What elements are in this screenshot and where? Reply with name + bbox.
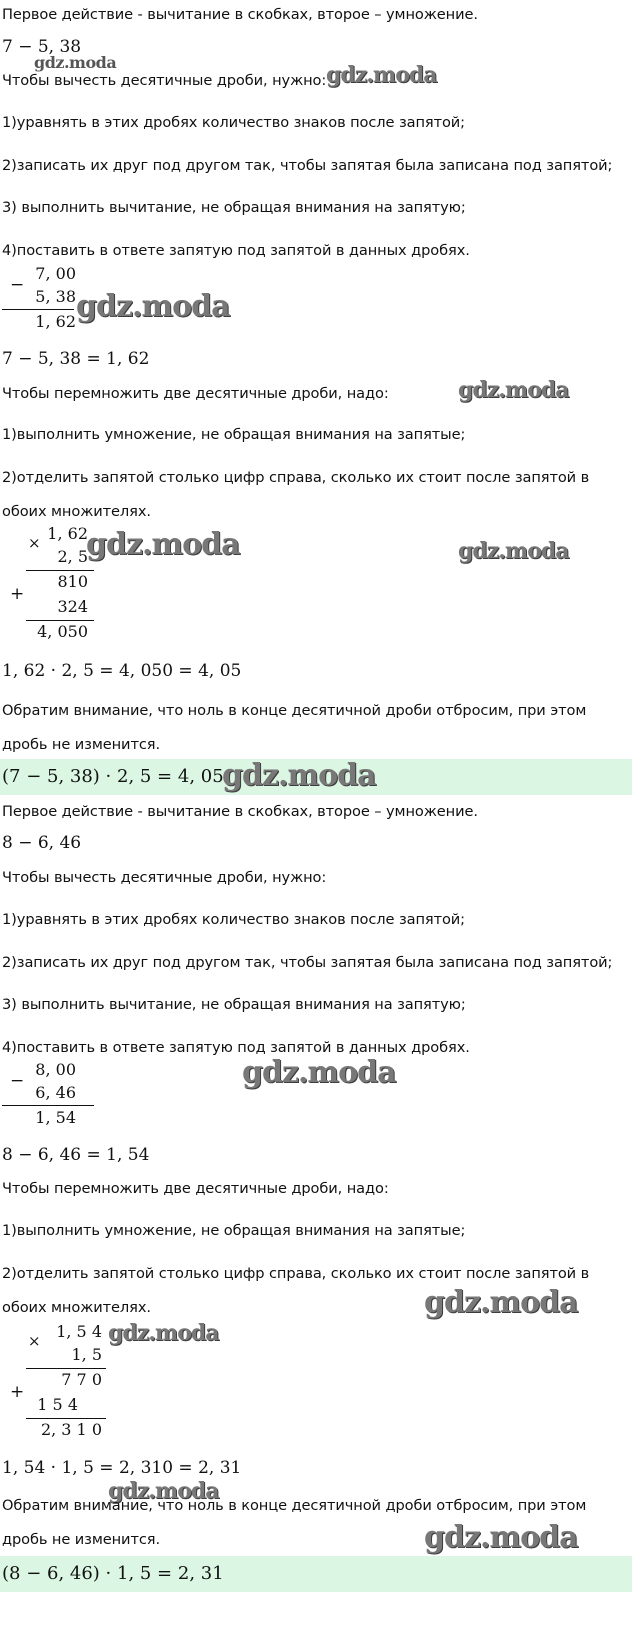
subtraction-result: 7 − 5, 38 = 1, 62 (2, 349, 150, 369)
partial-product-1: 810 (57, 572, 88, 591)
mul-rule-title: Чтобы перемножить две десятичные дроби, надо: (2, 385, 389, 402)
minus-sign: − (10, 275, 25, 295)
divider-line (26, 1368, 106, 1369)
mul-rule-1: 1)выполнить умножение, не обращая внимания на запятые; (2, 426, 466, 443)
divider-line (26, 570, 94, 571)
watermark: gdz.moda (76, 289, 230, 324)
watermark: gdz.moda (326, 62, 437, 88)
final-answer: (7 − 5, 38) · 2, 5 = 4, 05 (2, 766, 224, 787)
subtraction-result: 8 − 6, 46 = 1, 54 (2, 1145, 150, 1165)
subtraction-expression: 7 − 5, 38 (2, 37, 82, 57)
factor-2: 1, 5 (71, 1345, 102, 1364)
multiply-sign: × (28, 1332, 41, 1350)
watermark: gdz.moda (222, 758, 376, 793)
sub-rule-1: 1)уравнять в этих дробях количество знаков после запятой; (2, 911, 466, 928)
divider-line (2, 1105, 94, 1106)
note-line-2: дробь не изменится. (2, 1531, 160, 1548)
subtraction-expression: 8 − 6, 46 (2, 833, 82, 853)
product: 2, 3 1 0 (40, 1420, 102, 1439)
partial-product-2: 1 5 4 (37, 1395, 78, 1414)
difference: 1, 62 (35, 312, 76, 331)
partial-product-1: 7 7 0 (61, 1370, 102, 1389)
subtrahend: 5, 38 (35, 287, 76, 306)
column-subtraction (0, 1060, 100, 1130)
sub-rule-2: 2)записать их друг под другом так, чтобы запятая была записана под запятой; (2, 157, 613, 174)
factor-1: 1, 5 4 (56, 1322, 102, 1341)
difference: 1, 54 (35, 1108, 76, 1127)
mul-rule-2: 2)отделить запятой столько цифр справа, сколько их стоит после запятой в (2, 1265, 590, 1282)
subtrahend: 6, 46 (35, 1083, 76, 1102)
sub-rule-1: 1)уравнять в этих дробях количество знаков после запятой; (2, 114, 466, 131)
sub-rule-3: 3) выполнить вычитание, не обращая внимания на запятую; (2, 199, 466, 216)
column-multiplication (0, 1322, 110, 1442)
watermark: gdz.moda (424, 1520, 578, 1555)
factor-1: 1, 62 (47, 524, 88, 543)
note-line-1: Обратим внимание, что ноль в конце десятичной дроби отбросим, при этом (2, 1497, 587, 1514)
intro-text: Первое действие - вычитание в скобках, второе – умножение. (2, 803, 478, 820)
note-line-1: Обратим внимание, что ноль в конце десятичной дроби отбросим, при этом (2, 702, 587, 719)
watermark: gdz.moda (424, 1285, 578, 1320)
minus-sign: − (10, 1071, 25, 1091)
intro-text: Первое действие - вычитание в скобках, второе – умножение. (2, 6, 478, 23)
plus-sign: + (10, 584, 25, 604)
watermark: gdz.moda (34, 53, 117, 72)
divider-line (2, 309, 74, 310)
mul-rule-1: 1)выполнить умножение, не обращая внимания на запятые; (2, 1222, 466, 1239)
sub-rule-title: Чтобы вычесть десятичные дроби, нужно: (2, 72, 327, 89)
sub-rule-4: 4)поставить в ответе запятую под запятой в данных дробях. (2, 1039, 470, 1056)
sub-rule-3: 3) выполнить вычитание, не обращая внимания на запятую; (2, 996, 466, 1013)
sub-rule-2: 2)записать их друг под другом так, чтобы запятая была записана под запятой; (2, 954, 613, 971)
partial-product-2: 324 (57, 597, 88, 616)
final-answer: (8 − 6, 46) · 1, 5 = 2, 31 (2, 1563, 224, 1584)
divider-line (26, 620, 94, 621)
mul-rule-2: 2)отделить запятой столько цифр справа, сколько их стоит после запятой в (2, 469, 590, 486)
minuend: 8, 00 (35, 1060, 76, 1079)
minuend: 7, 00 (35, 264, 76, 283)
mul-rule-3: обоих множителях. (2, 503, 151, 520)
sub-rule-4: 4)поставить в ответе запятую под запятой в данных дробях. (2, 242, 470, 259)
multiplication-result: 1, 62 · 2, 5 = 4, 050 = 4, 05 (2, 661, 242, 681)
mul-rule-3: обоих множителях. (2, 1299, 151, 1316)
multiply-sign: × (28, 534, 41, 552)
note-line-2: дробь не изменится. (2, 736, 160, 753)
watermark: gdz.moda (242, 1055, 396, 1090)
watermark: gdz.moda (458, 538, 569, 564)
divider-line (26, 1418, 106, 1419)
multiplication-result: 1, 54 · 1, 5 = 2, 310 = 2, 31 (2, 1458, 242, 1478)
sub-rule-title: Чтобы вычесть десятичные дроби, нужно: (2, 869, 327, 886)
product: 4, 050 (37, 622, 88, 641)
plus-sign: + (10, 1382, 25, 1402)
watermark: gdz.moda (86, 527, 240, 562)
factor-2: 2, 5 (57, 547, 88, 566)
watermark: gdz.moda (108, 1320, 219, 1346)
mul-rule-title: Чтобы перемножить две десятичные дроби, надо: (2, 1180, 389, 1197)
watermark: gdz.moda (458, 377, 569, 403)
watermark: gdz.moda (108, 1478, 219, 1504)
